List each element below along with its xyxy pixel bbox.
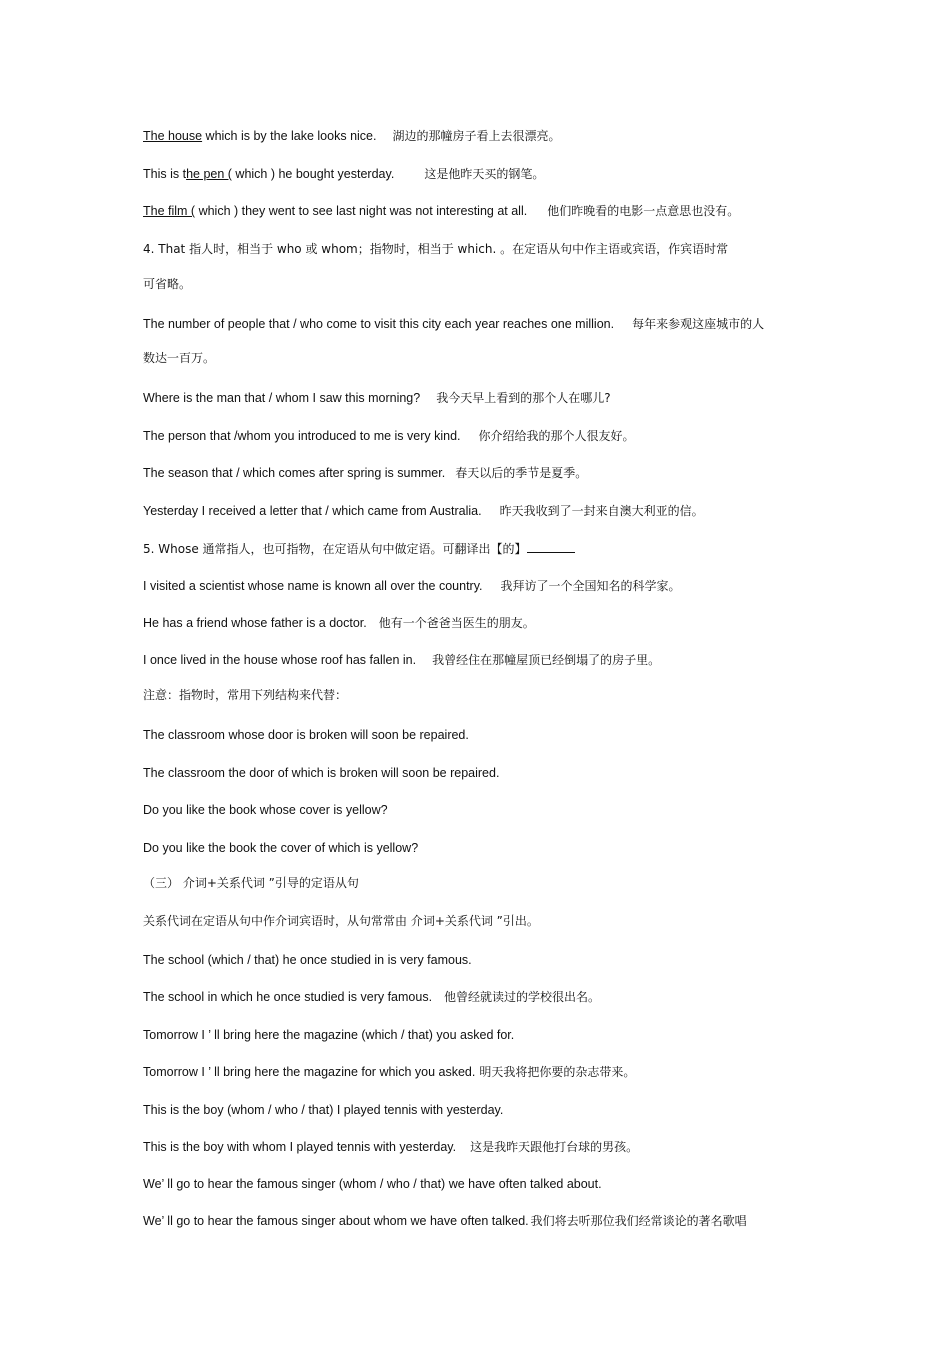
chinese-translation: 他们昨晚看的电影一点意思也没有。 — [547, 204, 740, 218]
note-heading: 注意：指物时，常用下列结构来代替： — [143, 688, 348, 702]
english-sentence: which is by the lake looks nice. — [202, 129, 377, 143]
section-heading: （三） 介词+关系代词 ”引导的定语从句 — [143, 876, 359, 890]
chinese-translation-continued: 数达一百万。 — [143, 351, 216, 365]
example-line — [143, 128, 560, 144]
english-sentence: which ) he bought yesterday. — [231, 167, 395, 181]
example-line — [143, 390, 611, 406]
english-sentence: The season that / which comes after spring is summer. — [143, 466, 446, 480]
example-line — [143, 203, 739, 219]
english-sentence: Do you like the book the cover of which is yellow? — [143, 841, 419, 855]
example-line — [143, 1139, 638, 1155]
english-sentence: This is the boy (whom / who / that) I played tennis with yesterday. — [143, 1103, 504, 1117]
english-sentence: Do you like the book whose cover is yellow? — [143, 803, 388, 817]
fill-in-blank — [527, 540, 575, 553]
rule-point-4-continued: 可省略。 — [143, 277, 192, 291]
english-sentence: He has a friend whose father is a doctor. — [143, 616, 367, 630]
rule-point-4: 4. That 指人时，相当于 who 或 whom；指物时，相当于 which. 。在定语从句中作主语或宾语，作宾语时常 — [143, 242, 729, 256]
chinese-translation: 昨天我收到了一封来自澳大利亚的信。 — [499, 504, 704, 518]
english-sentence: Yesterday I received a letter that / which came from Australia. — [143, 504, 482, 518]
example-line — [143, 615, 535, 631]
chinese-translation: 春天以后的季节是夏季。 — [455, 466, 588, 480]
example-line — [143, 989, 600, 1005]
rule-point-5 — [143, 540, 575, 557]
chinese-translation: 他曾经就读过的学校很出名。 — [444, 990, 601, 1004]
chinese-translation: 明天我将把你要的杂志带来。 — [479, 1065, 636, 1079]
english-sentence: We’ ll go to hear the famous singer (whom / who / that) we have often talked about. — [143, 1177, 602, 1191]
example-line — [143, 166, 544, 182]
chinese-translation: 这是我昨天跟他打台球的男孩。 — [470, 1140, 639, 1154]
example-line — [143, 503, 704, 519]
underlined-antecedent: The film ( — [143, 204, 196, 218]
english-sentence: We’ ll go to hear the famous singer about whom we have often talked. — [143, 1214, 529, 1228]
english-sentence: The school in which he once studied is very famous. — [143, 990, 433, 1004]
underlined-antecedent: he pen ( — [186, 167, 232, 181]
chinese-translation: 这是他昨天买的钢笔。 — [424, 167, 545, 181]
english-sentence: The number of people that / who come to visit this city each year reaches one million. — [143, 317, 615, 331]
english-sentence: This is t — [143, 167, 187, 181]
example-line — [143, 1213, 747, 1229]
example-line — [143, 578, 681, 594]
chinese-translation: 每年来参观这座城市的人 — [632, 317, 765, 331]
english-sentence: The school (which / that) he once studied in is very famous. — [143, 953, 472, 967]
chinese-translation: 我曾经住在那幢屋顶已经倒塌了的房子里。 — [432, 653, 661, 667]
chinese-translation: 我们将去听那位我们经常谈论的著名歌唱 — [530, 1214, 747, 1228]
english-sentence: I visited a scientist whose name is known all over the country. — [143, 579, 483, 593]
english-sentence: The classroom the door of which is broken will soon be repaired. — [143, 766, 500, 780]
english-sentence: Where is the man that / whom I saw this morning? — [143, 391, 421, 405]
english-sentence: This is the boy with whom I played tennis with yesterday. — [143, 1140, 457, 1154]
rule-text: 关系代词在定语从句中作介词宾语时，从句常常由 介词+关系代词 ”引出。 — [143, 914, 539, 928]
example-line — [143, 465, 587, 481]
underlined-antecedent: The house — [143, 129, 203, 143]
example-line — [143, 1064, 635, 1080]
example-line — [143, 428, 635, 444]
chinese-translation: 你介绍给我的那个人很友好。 — [478, 429, 635, 443]
chinese-translation: 湖边的那幢房子看上去很漂亮。 — [392, 129, 561, 143]
chinese-translation: 我今天早上看到的那个人在哪儿? — [436, 391, 611, 405]
chinese-translation: 我拜访了一个全国知名的科学家。 — [500, 579, 681, 593]
example-line — [143, 316, 764, 332]
english-sentence: The classroom whose door is broken will soon be repaired. — [143, 728, 469, 742]
chinese-translation: 他有一个爸爸当医生的朋友。 — [378, 616, 535, 630]
english-sentence: Tomorrow I ’ ll bring here the magazine for which you asked. — [143, 1065, 476, 1079]
example-line — [143, 652, 660, 668]
english-sentence: Tomorrow I ’ ll bring here the magazine (which / that) you asked for. — [143, 1028, 515, 1042]
rule-text: 5. Whose 通常指人，也可指物，在定语从句中做定语。可翻译出【的】 — [143, 542, 527, 556]
english-sentence: The person that /whom you introduced to me is very kind. — [143, 429, 461, 443]
english-sentence: which ) they went to see last night was not interesting at all. — [195, 204, 528, 218]
english-sentence: I once lived in the house whose roof has fallen in. — [143, 653, 417, 667]
